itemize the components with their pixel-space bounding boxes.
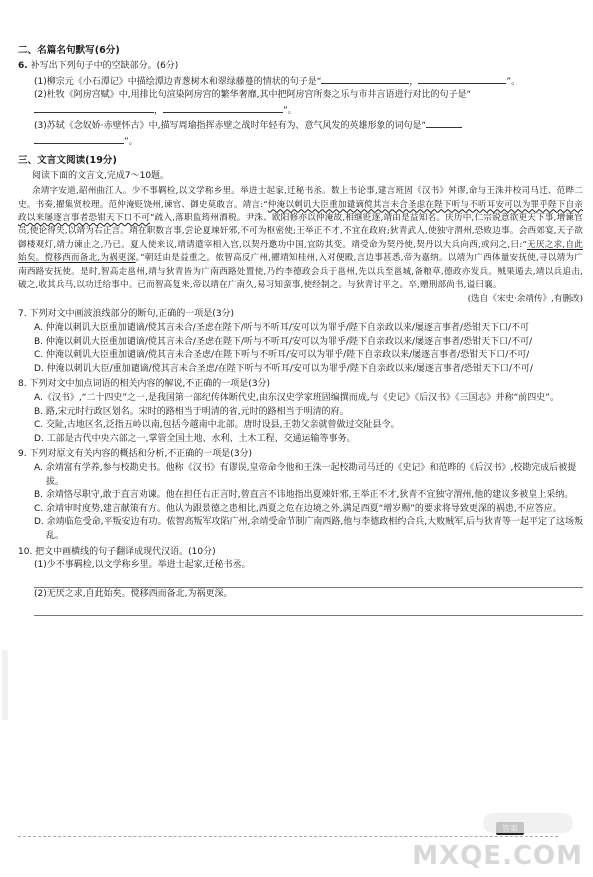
passage-source: (选自《宋史·余靖传》,有删改): [467, 294, 583, 305]
q9-stem: 9. 下列对原文有关内容的概括和分析,不正确的一项是(3分): [18, 449, 253, 460]
q10-stem: 10. 把文中画横线的句子翻译成现代汉语。(10分): [18, 546, 216, 557]
classical-passage: 余靖字安道,韶州曲江人。少不事羁检,以文学称乡里。举进士起家,迁秘书丞。数上书论事,建言班固《汉书》舛谬,命与王洙并校司马迁、范晔二史。书奏,擢集贤校理。范仲淹贬饶州,谏官、御史莫敢言。靖言:“仲淹以刺讥大臣重加谴谪傥其言未合圣虑在陛下听与不听耳安可以为罪乎陛下自亲政以来屡逐言事者恐钳天下口不可”疏入,落职监筠州酒税。尹洙、欧阳修亦以仲淹故,相继贬逐,靖由是益知名。庆历中,仁宗锐意欲更天下事,增谏官员,使论得失,以靖为右正言。靖在职数言事,尝论夏竦奸邪,不可为枢密使;王举正不才,不宜在政府;狄青武人,使独守渭州,恐败边事。会西郊宴,天子欲御楼观灯,靖力谏止之,乃已。夏人使来议,靖请遣宰相入宫,以契丹邀功中国,宜防其变。靖受命为契丹使,契丹以大兵向西,或问之,曰:“无厌之求,自此始矣。傥移西而备北,为祸更深。”朝廷由是益重之。侬智高反广州,擢靖知桂州,入对便殿,言边事甚悉,帝为嘉纳。以靖为广西体量安抚使,寻以靖为广南西路安抚使。是时,智高走邕州,靖与狄青皆为广南西路处置使,乃约李德政会兵于邕州,先以兵至邕城,备粮草,德政亦发兵。贼果遁去,靖以兵追击,破之,收其兵马,以功迁给事中。已而智高复来,帝以靖在广南久,易习知蛮事,使经制之。与狄青讨平之。卒,赠刑部尚书,谥曰襄。: [18, 186, 584, 290]
q9-option-a[interactable]: A. 余靖富有学养,参与校勘史书。他称《汉书》有谬误,皇帝命令他和王洙一起校勘司马迁的《史记》和范晔的《后汉书》,校勘完成后被提拔。: [34, 462, 577, 487]
blank-field[interactable]: [321, 74, 409, 84]
blank-field[interactable]: [34, 134, 124, 144]
q8-option-b[interactable]: B. 路,宋元时行政区划名。宋时的路相当于明清的省,元时的路相当于明清的府。: [34, 406, 349, 417]
q7-option-b[interactable]: B. 仲淹以刺讥大臣重加谴谪/傥其言未合/圣虑在陛下/听与不听耳/安可以为罪乎/陛下自亲政以来/屡逐言事者/恐钳天下口/不可/: [34, 336, 533, 347]
q8-option-d[interactable]: D. 工部是古代中央六部之一,掌管全国土地、水利、土木工程、交通运输等事务。: [34, 433, 356, 444]
q7-option-d[interactable]: D. 仲淹以刺讥大臣/重加谴谪/傥其言未合圣虑/在陛下听与不听耳/安可以为罪乎/陛下自亲政以来/屡逐言事者/恐钳天下口/不可/: [34, 363, 533, 374]
q7-option-a[interactable]: A. 仲淹以刺讥大臣重加谴谪/傥其言未合/圣虑在陛下/听与不听耳/安可以为罪乎/陛下自亲政以来/屡逐言事者/恐钳天下口/不可: [34, 323, 529, 333]
q6-item-1: (1)柳宗元《小石潭记》中描绘潭边青葱树木和翠绿藤蔓的情状的句子是“ ， ”。: [18, 74, 583, 90]
blank-field[interactable]: [163, 103, 283, 113]
footer-divider: [18, 836, 558, 837]
q6-item-2-blanks: ， ”。: [18, 103, 583, 119]
watermark-logo-shape: [483, 813, 573, 833]
q10-sentence-2: (2)无厌之求,自此始矣。傥移西而备北,为祸更深。: [34, 588, 233, 599]
blank-field[interactable]: [426, 118, 462, 128]
q8-option-a[interactable]: A.《汉书》,“二十四史”之一,是我国第一部纪传体断代史,由东汉史学家班固编撰而成,与《史记》《后汉书》《三国志》并称“前四史”。: [34, 392, 559, 403]
q8-stem: 8. 下列对文中加点词语的相关内容的解说,不正确的一项是(3分): [18, 379, 271, 390]
section-3-title: 三、文言文阅读(19分): [18, 154, 117, 166]
q7-stem: 7. 下列对文中画波浪线部分的断句,正确的一项是(3分): [18, 309, 235, 320]
q9-option-d[interactable]: D. 余靖临危受命,平叛安边有功。侬智高叛军攻陷广州,余靖受命节制广南西路,他与李德政相约合兵,大败贼军,后与狄青等一起平定了这场叛乱。: [34, 517, 583, 541]
passage-intro: 阅读下面的文言文,完成7～10题。: [32, 170, 170, 181]
q8-option-c[interactable]: C. 交阯,古地区名,泛指五岭以南,包括今越南中北部。唐时设县,王勃父亲就曾做过交阯县令。: [34, 420, 400, 431]
wavy-underlined-sentence: 仲淹以刺讥大臣重加谴谪傥其言未合圣虑在陛下听与不听耳安可以为罪乎陛下自亲政以来屡逐言事者恐钳天下口不可: [18, 199, 584, 223]
answer-line[interactable]: [34, 601, 583, 616]
page-edge-decoration: [2, 650, 26, 720]
q10-sentence-1: (1)少不事羁检,以文学称乡里。举进士起家,迁秘书丞。: [34, 560, 251, 571]
q7-option-c[interactable]: C. 仲淹以刺讥大臣重加谴谪/傥其言未合圣虑/在陛下听与不听耳/安可以为罪乎/陛下自亲政以来/屡逐言事者/恐钳天下口/不可/: [34, 350, 530, 361]
watermark-text: MXQE.COM: [412, 841, 583, 871]
q9-option-b[interactable]: B. 余靖恪尽职守,敢于直言劝谏。他在担任右正言时,曾直言不讳地指出夏竦奸邪,王举正不才,狄青不宜独守渭州,他的建议多被皇上采纳。: [34, 490, 574, 501]
q6-item-3-blanks: ”。: [18, 134, 583, 150]
q6-item-3: (3)苏轼《念奴娇·赤壁怀古》中,描写周瑜指挥赤壁之战时年轻有为、意气风发的英雄形象的词句是“: [18, 118, 583, 134]
section-2-title: 二、名篇名句默写(6分): [18, 45, 120, 56]
q6-stem: 6. 补写出下列句子中的空缺部分。(6分): [18, 61, 179, 71]
answer-line[interactable]: [34, 573, 583, 588]
underlined-sentence: 无厌之求,自此始矣。傥移西而备北,为祸更深: [18, 239, 583, 264]
blank-field[interactable]: [34, 103, 154, 113]
q9-option-c[interactable]: C. 余靖审时度势,建言献策有方。他认为跟景德之患相比,西夏之危在边境之外,满足西夏“增岁赐”的要求将导致更深的祸患,不应答应。: [34, 503, 562, 514]
exam-page: [18, 42, 583, 616]
q6-item-2: (2)杜牧《阿房宫赋》中,用排比句渲染阿房宫的繁华奢靡,其中把阿房宫所奏之乐与市井言语进行对比的句子是“: [34, 90, 472, 101]
blank-field[interactable]: [418, 74, 506, 84]
